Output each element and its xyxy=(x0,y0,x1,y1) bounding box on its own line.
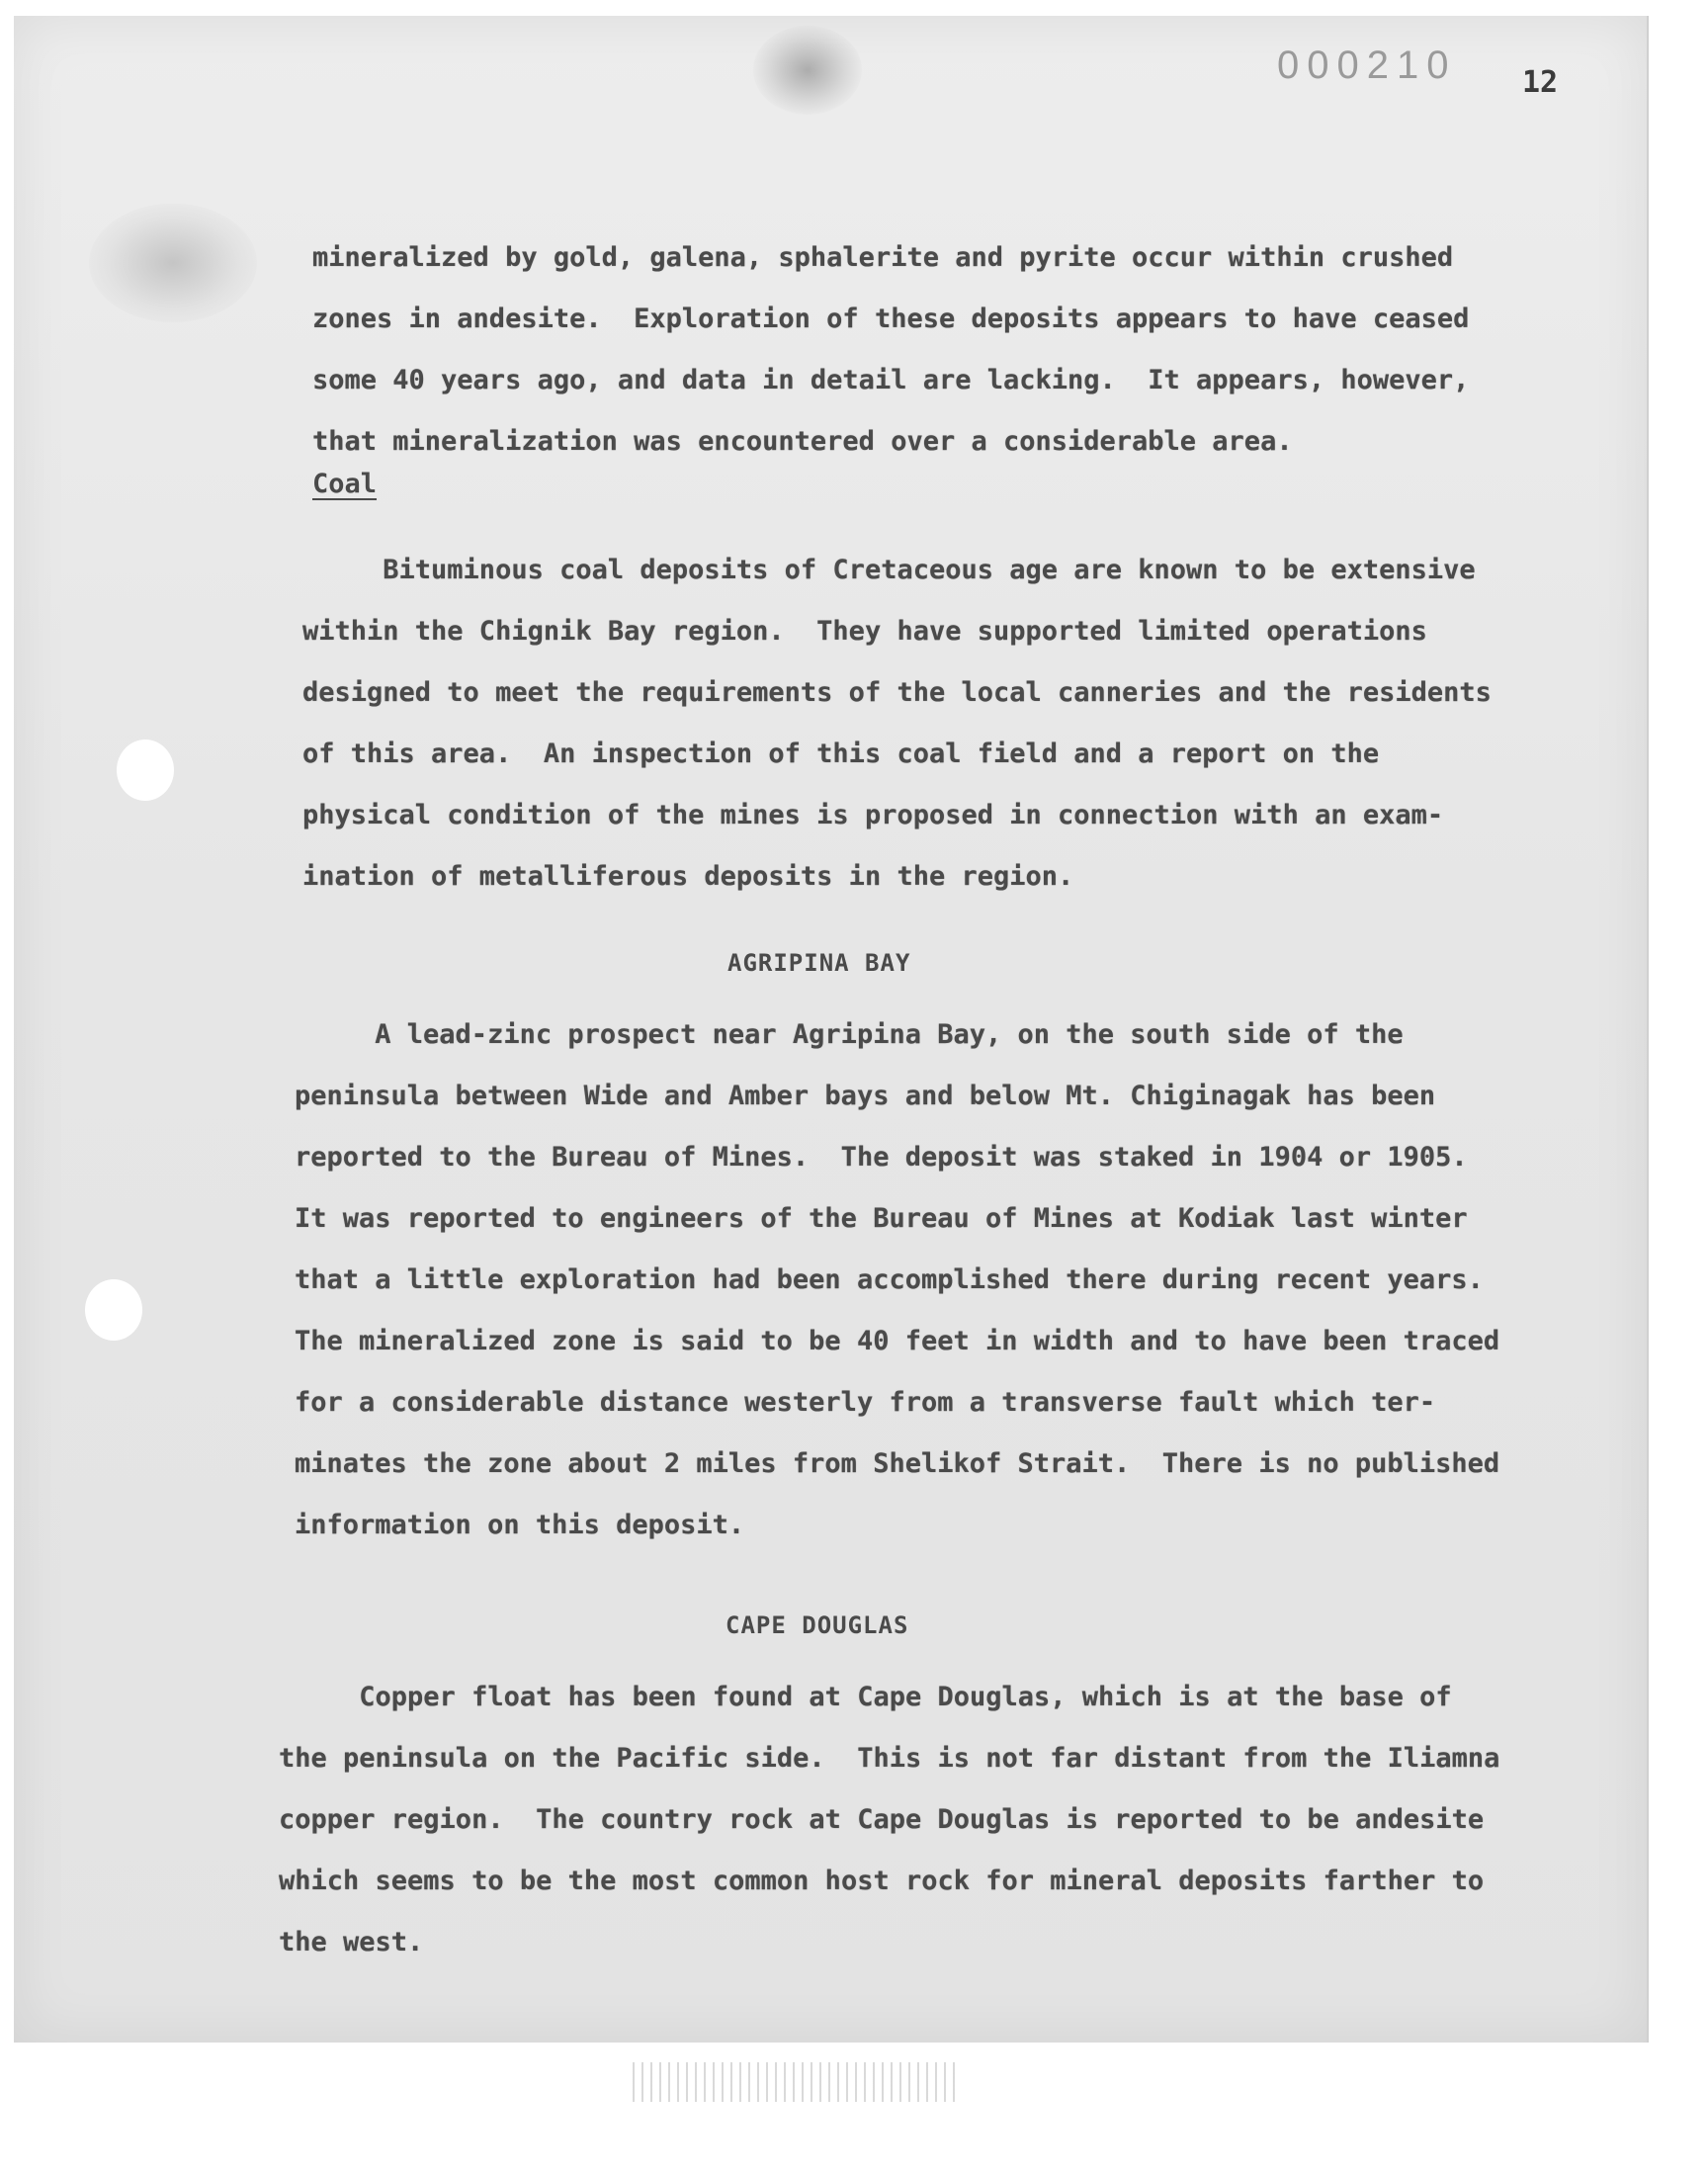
text-line: zones in andesite. Exploration of these deposits appears to have ceased xyxy=(312,304,1470,334)
text-line: designed to meet the requirements of the local canneries and the residents xyxy=(302,677,1492,708)
text-line: the peninsula on the Pacific side. This is not far distant from the Iliamna xyxy=(279,1743,1500,1774)
text-line: which seems to be the most common host rock for mineral deposits farther to xyxy=(279,1866,1485,1896)
text-line: minates the zone about 2 miles from Shelikof Strait. There is no published xyxy=(295,1448,1500,1479)
text-line: that mineralization was encountered over a considerable area. xyxy=(312,426,1293,457)
text-line: the west. xyxy=(279,1927,424,1958)
page-edge xyxy=(1647,16,1649,2043)
scan-artifact xyxy=(633,2062,959,2102)
document-stamp-number: 000210 xyxy=(1277,44,1457,87)
text-line: information on this deposit. xyxy=(295,1510,745,1540)
punch-hole xyxy=(117,740,174,801)
text-line: It was reported to engineers of the Bureau of Mines at Kodiak last winter xyxy=(295,1203,1468,1234)
text-line: peninsula between Wide and Amber bays and below Mt. Chiginagak has been xyxy=(295,1081,1436,1111)
text-line: of this area. An inspection of this coal field and a report on the xyxy=(302,739,1380,769)
text-line: Copper float has been found at Cape Douglas, which is at the base of xyxy=(279,1682,1452,1712)
text-line: within the Chignik Bay region. They have supported limited operations xyxy=(302,616,1427,647)
section-heading-agripina-bay: AGRIPINA BAY xyxy=(727,949,911,977)
text-line: physical condition of the mines is proposed in connection with an exam- xyxy=(302,800,1444,830)
text-line: that a little exploration had been accomplished there during recent years. xyxy=(295,1264,1484,1295)
text-line: mineralized by gold, galena, sphalerite and pyrite occur within crushed xyxy=(312,242,1454,273)
page-number: 12 xyxy=(1522,65,1559,100)
smudge-mark xyxy=(753,26,862,115)
punch-hole xyxy=(85,1279,142,1341)
text-line: for a considerable distance westerly from a transverse fault which ter- xyxy=(295,1387,1436,1418)
text-line: The mineralized zone is said to be 40 feet in width and to have been traced xyxy=(295,1326,1500,1356)
text-line: Bituminous coal deposits of Cretaceous age are known to be extensive xyxy=(302,555,1476,585)
section-heading-cape-douglas: CAPE DOUGLAS xyxy=(726,1611,909,1639)
smudge-mark xyxy=(89,204,257,322)
text-line: copper region. The country rock at Cape Douglas is reported to be andesite xyxy=(279,1804,1485,1835)
text-line: some 40 years ago, and data in detail are lacking. It appears, however, xyxy=(312,365,1470,395)
text-line: reported to the Bureau of Mines. The deposit was staked in 1904 or 1905. xyxy=(295,1142,1468,1173)
text-line: A lead-zinc prospect near Agripina Bay, on the south side of the xyxy=(295,1019,1404,1050)
text-line: ination of metalliferous deposits in the region. xyxy=(302,861,1074,892)
section-heading-coal: Coal xyxy=(312,469,378,499)
